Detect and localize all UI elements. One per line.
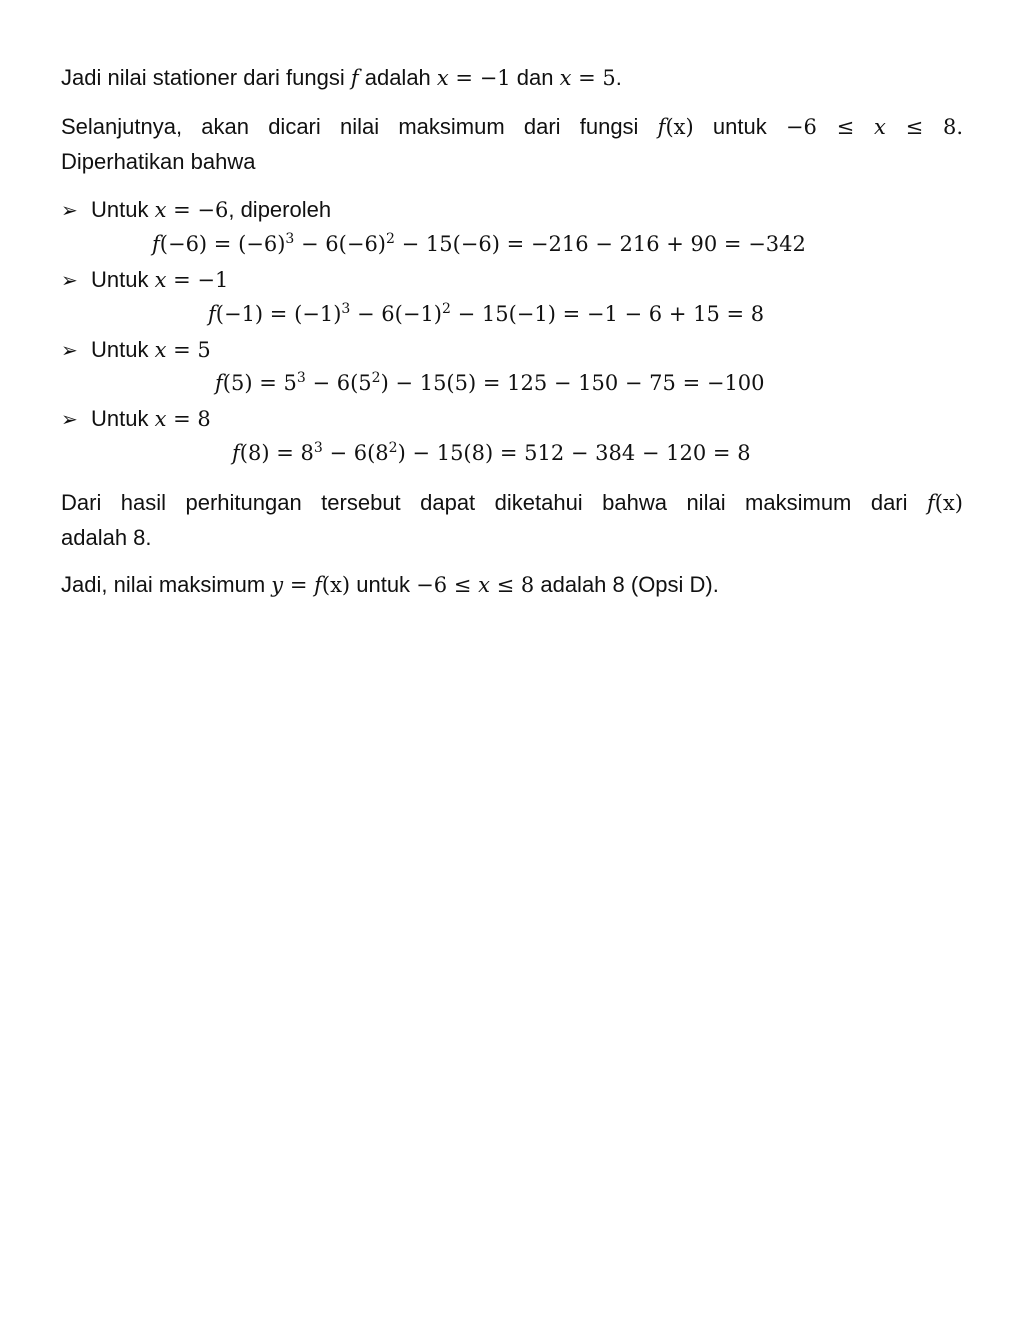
math-expression: = 8	[269, 441, 314, 465]
text: Jadi, nilai maksimum	[61, 572, 272, 597]
math-x: x	[154, 338, 167, 362]
math-expression: = 5	[166, 338, 211, 362]
text: untuk	[693, 114, 786, 139]
math-expression: (−6)	[159, 232, 208, 256]
math-expression: ≤ 8	[489, 573, 535, 597]
text: Jadi nilai stationer dari fungsi	[61, 65, 351, 90]
text: untuk	[350, 572, 417, 597]
arrow-bullet-icon: ➢	[61, 270, 78, 292]
arrow-bullet-icon: ➢	[61, 340, 78, 362]
text: Untuk	[91, 406, 155, 431]
exponent: 3	[296, 370, 306, 386]
math-x: x	[478, 573, 490, 597]
math-f: f	[208, 302, 216, 326]
text: Diperhatikan bahwa	[61, 149, 256, 174]
math-expression: − 15(−1) = −1 − 6 + 15 = 8	[450, 302, 765, 326]
math-expression: (x)	[934, 491, 963, 515]
math-f: f	[657, 115, 666, 139]
math-x: x	[154, 268, 167, 292]
exponent: 2	[386, 231, 395, 247]
math-expression: = (−6)	[207, 232, 286, 256]
math-expression: = 5	[252, 371, 297, 395]
text: .	[615, 65, 622, 90]
equation-f-minus-1	[208, 297, 764, 332]
text: , diperoleh	[228, 197, 332, 222]
text: Untuk	[91, 267, 155, 292]
math-expression: = (−1)	[263, 302, 342, 326]
math-expression: = −1	[166, 268, 229, 292]
math-expression: (x)	[321, 573, 351, 597]
bullet-x-minus-6	[61, 192, 331, 229]
text: Dari hasil perhitungan tersebut dapat diketahui bahwa nilai maksimum dari	[61, 490, 927, 515]
math-expression: = −1	[448, 66, 511, 90]
math-expression: − 6(−6)	[294, 232, 386, 256]
math-expression: (x)	[665, 115, 694, 139]
math-expression: = 5	[571, 66, 616, 90]
text: Untuk	[91, 197, 155, 222]
text: adalah	[358, 65, 437, 90]
exponent: 2	[442, 301, 451, 317]
exponent: 2	[371, 370, 381, 386]
math-f: f	[232, 441, 240, 465]
final-answer-paragraph	[61, 567, 963, 603]
conclusion-paragraph-line1	[61, 485, 963, 521]
math-expression: (5)	[222, 371, 253, 395]
math-f: f	[152, 232, 160, 256]
math-expression: = 8	[166, 407, 211, 431]
arrow-bullet-icon: ➢	[61, 409, 78, 431]
text: adalah 8.	[61, 525, 152, 550]
math-x: x	[154, 407, 167, 431]
bullet-x-8	[61, 401, 211, 438]
math-x: x	[436, 66, 449, 90]
math-expression: = −6	[166, 198, 229, 222]
math-expression: − 6(−1)	[350, 302, 442, 326]
text: Selanjutnya, akan dicari nilai maksimum dari fungsi	[61, 114, 658, 139]
math-f: f	[314, 573, 322, 597]
math-y: y	[271, 573, 284, 597]
math-expression: −6 ≤	[785, 115, 874, 139]
max-search-paragraph-line1	[61, 109, 963, 145]
equation-f-minus-6	[152, 227, 806, 262]
math-expression: − 6(5	[305, 371, 372, 395]
math-expression: − 15(−6) = −216 − 216 + 90 = −342	[394, 232, 806, 256]
math-expression: ≤ 8.	[885, 115, 964, 139]
max-search-paragraph-line2	[61, 144, 963, 179]
bullet-x-5	[61, 332, 211, 369]
exponent: 2	[388, 440, 398, 456]
math-expression: =	[283, 573, 315, 597]
math-f: f	[215, 371, 223, 395]
stationary-values-paragraph	[61, 60, 963, 96]
math-x: x	[154, 198, 167, 222]
bullet-x-minus-1	[61, 262, 228, 299]
text: adalah 8 (Opsi D).	[534, 572, 719, 597]
equation-f-8	[232, 436, 751, 471]
math-f: f	[926, 491, 935, 515]
math-expression: − 6(8	[322, 441, 389, 465]
math-expression: (−1)	[215, 302, 264, 326]
math-expression: ) − 15(5) = 125 − 150 − 75 = −100	[380, 371, 765, 395]
text: dan	[510, 65, 560, 90]
math-f: f	[350, 66, 359, 90]
arrow-bullet-icon: ➢	[61, 200, 78, 222]
math-x: x	[559, 66, 572, 90]
math-expression: ) − 15(8) = 512 − 384 − 120 = 8	[397, 441, 751, 465]
math-expression: (8)	[239, 441, 270, 465]
equation-f-5	[215, 366, 765, 401]
math-x: x	[874, 115, 886, 139]
math-expression: −6 ≤	[416, 573, 479, 597]
text: Untuk	[91, 337, 155, 362]
conclusion-paragraph-line2	[61, 520, 963, 555]
exponent: 3	[313, 440, 323, 456]
exponent: 3	[285, 231, 295, 247]
exponent: 3	[341, 301, 351, 317]
